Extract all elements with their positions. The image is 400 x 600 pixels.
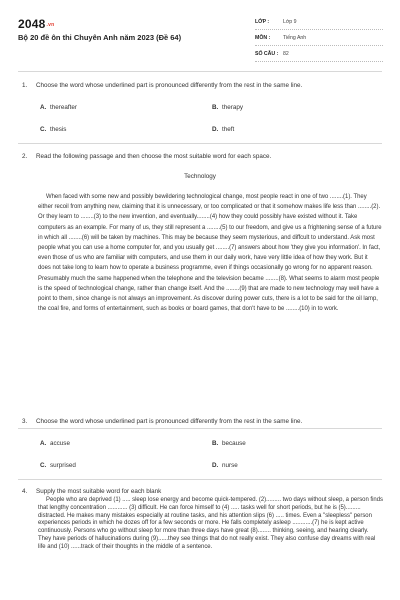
question-text: Choose the word whose underlined part is pronounced differently from the rest in the same line. xyxy=(36,418,303,425)
option-c[interactable] xyxy=(40,462,76,469)
question-divider xyxy=(18,428,382,429)
meta-key: LỚP : xyxy=(255,19,270,25)
question-number: 1. xyxy=(22,82,28,89)
passage-body xyxy=(38,192,382,314)
page-header xyxy=(0,0,400,62)
logo-suffix: .vn xyxy=(46,22,55,28)
option-d[interactable] xyxy=(212,462,238,469)
option-text: surprised xyxy=(50,462,76,469)
option-letter: B. xyxy=(212,104,219,111)
question-3 xyxy=(22,418,302,425)
meta-value: Tiếng Anh xyxy=(283,35,307,41)
option-a[interactable] xyxy=(40,440,70,447)
question-text: Read the following passage and then choose the most suitable word for each space. xyxy=(36,153,272,160)
document-meta xyxy=(255,16,383,64)
option-letter: D. xyxy=(212,126,219,133)
meta-key: SỐ CÂU : xyxy=(255,51,279,57)
meta-key: MÔN : xyxy=(255,35,271,41)
option-text: theft xyxy=(222,126,235,133)
question-text: Supply the most suitable word for each blank xyxy=(36,488,162,495)
question-4 xyxy=(22,488,382,495)
option-b[interactable] xyxy=(212,440,246,447)
option-d[interactable] xyxy=(212,126,234,133)
passage-title: Technology xyxy=(184,173,216,180)
option-text: thereafter xyxy=(50,104,77,111)
option-letter: D. xyxy=(212,462,219,469)
question-number: 2. xyxy=(22,153,28,160)
question-number: 3. xyxy=(22,418,28,425)
meta-value: Lớp 9 xyxy=(283,19,297,25)
option-a[interactable] xyxy=(40,104,77,111)
meta-row-class xyxy=(255,16,383,30)
option-letter: C. xyxy=(40,462,47,469)
question-text: Choose the word whose underlined part is pronounced differently from the rest in the same line. xyxy=(36,82,303,89)
meta-row-subject xyxy=(255,32,383,46)
option-b[interactable] xyxy=(212,104,243,111)
question-divider xyxy=(18,143,382,144)
option-text: thesis xyxy=(50,126,67,133)
question-divider xyxy=(18,479,382,480)
option-letter: A. xyxy=(40,104,47,111)
passage-paragraph: When faced with some new and possibly bewildering technological change, most people react in one of two ........(1). They either recoil from anything new, claiming that it is unnecessary, or too complicated or that it somehow makes life less than ........(2). Or they learn to ........(3) to the new invention, and eventually........(4) how they could possibly have existed without it. Take computers as an example. For many of us, they still represent a ........(5) to our freedom, and give us a frightening sense of a future in which all ........(6) will be taken by machines. This may be because they seem mysterious, and diffcult to understand. Ask most people what you can use a home computer for, and you usually get ........(7) answers about how 'they give you information'. In fact, even those of us who are familiar with computers, and use them in our daily work, have very little idea of how they work. But it does not take long to learn how to operate a business programme, even if things occasionally go wrong for no apparent reason. Presumably much the same happened when the telephone and the television became ........(8). What seems to alarm most people is the speed of technological change, rather than change itself. And the ........(9) that are made to new technology may well have a point to them, since change is not always an improvement. As discover during power cuts, there is a lot to be said for the oil lamp, the coal fire, and forms of entertainment, such as books or board games, that don't have to be ........(10) in to work. xyxy=(38,194,382,313)
passage-paragraph: People who are deprived (1) ..... sleep lose energy and become quick-tempered. (2)......... two days without sleep, a person finds that lengthy concentration ............ (3) difficult. He can force himself to (4) ..... tasks well for short periods, but he is (5)......... distracted. He makes many mistakes especially at routine tasks, and his attention slips (6) ..... times. Even a "sleepless" person experiences periods in which he dozes off for a few seconds or more. He falls completely asleep ............(7) he is kept active continuously. Persons who go without sleep for more than three days have great (8)........ thinking, seeing, and hearing clearly. They have periods of hallucinations during (9)......they see things that do not really exist. They also confuse day dreams with real life and (10) ......track of their thoughts in the middle of a sentence. xyxy=(38,497,383,550)
option-text: therapy xyxy=(222,104,244,111)
question-2 xyxy=(22,153,271,160)
question-4-body xyxy=(38,497,383,552)
option-text: accuse xyxy=(50,440,70,447)
option-letter: C. xyxy=(40,126,47,133)
question-1 xyxy=(22,82,302,89)
question-number: 4. xyxy=(22,488,28,495)
site-logo[interactable] xyxy=(18,17,54,31)
header-divider xyxy=(18,71,382,72)
option-c[interactable] xyxy=(40,126,66,133)
option-letter: A. xyxy=(40,440,47,447)
option-text: nurse xyxy=(222,462,238,469)
option-letter: B. xyxy=(212,440,219,447)
option-text: because xyxy=(222,440,246,447)
meta-value: 82 xyxy=(283,51,289,57)
document-title: Bộ 20 đề ôn thi Chuyên Anh năm 2023 (Đề 64) xyxy=(18,33,182,42)
meta-row-count xyxy=(255,48,383,62)
logo-text: 2048 xyxy=(18,17,46,31)
